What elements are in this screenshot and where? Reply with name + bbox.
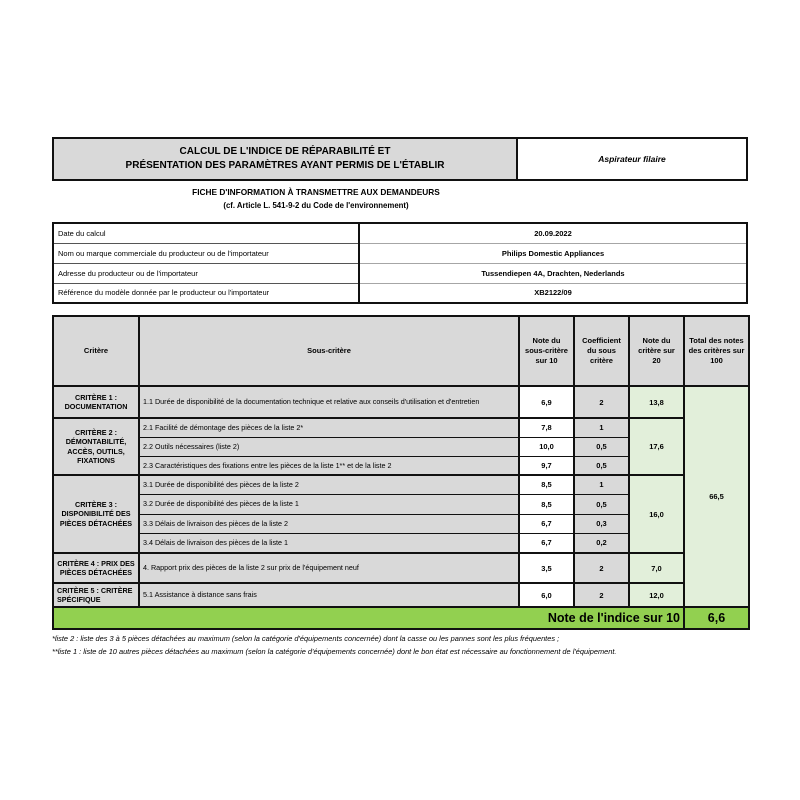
info-label-date: Date du calcul — [53, 223, 359, 243]
sub-1-1: 1.1 Durée de disponibilité de la documentation technique et relative aux conseils d'utilisation et d'entretien — [139, 386, 519, 418]
note20-critere-5: 12,0 — [629, 583, 684, 607]
coef-3-4: 0,2 — [574, 533, 629, 553]
sub-2-1: 2.1 Facilité de démontage des pièces de la liste 2* — [139, 418, 519, 437]
document-header — [52, 137, 748, 181]
sub-3-1: 3.1 Durée de disponibilité des pièces de la liste 2 — [139, 475, 519, 494]
info-value-model-reference: XB2122/09 — [359, 283, 747, 303]
note20-critere-3: 16,0 — [629, 475, 684, 553]
criteria-table — [52, 315, 750, 630]
info-value-address: Tussendiepen 4A, Drachten, Nederlands — [359, 263, 747, 283]
note20-critere-2: 17,6 — [629, 418, 684, 475]
coef-1-1: 2 — [574, 386, 629, 418]
row-3-1 — [53, 475, 749, 494]
coef-2-1: 1 — [574, 418, 629, 437]
coef-2-2: 0,5 — [574, 437, 629, 456]
note10-3-4: 6,7 — [519, 533, 574, 553]
note20-critere-4: 7,0 — [629, 553, 684, 583]
info-row-address — [53, 263, 747, 283]
coef-3-3: 0,3 — [574, 514, 629, 533]
note10-2-2: 10,0 — [519, 437, 574, 456]
coef-4: 2 — [574, 553, 629, 583]
footnotes — [52, 632, 752, 658]
sub-4: 4. Rapport prix des pièces de la liste 2 sur prix de l'équipement neuf — [139, 553, 519, 583]
coef-5-1: 2 — [574, 583, 629, 607]
criteria-header-row — [53, 316, 749, 386]
document-title-line1: CALCUL DE L'INDICE DE RÉPARABILITÉ ET — [179, 145, 391, 157]
critere-1-label: CRITÈRE 1 : DOCUMENTATION — [53, 386, 139, 418]
info-value-brand: Philips Domestic Appliances — [359, 243, 747, 263]
document-title-line2: PRÉSENTATION DES PARAMÈTRES AYANT PERMIS DE L'ÉTABLIR — [125, 160, 445, 171]
product-category: Aspirateur filaire — [518, 139, 746, 179]
info-label-address: Adresse du producteur ou de l'importateur — [53, 263, 359, 283]
info-row-model-reference — [53, 283, 747, 303]
note10-2-3: 9,7 — [519, 456, 574, 475]
sub-2-3: 2.3 Caractéristiques des fixations entre les pièces de la liste 1** et de la liste 2 — [139, 456, 519, 475]
col-header-total: Total des notes des critères sur 100 — [684, 316, 749, 386]
note10-5-1: 6,0 — [519, 583, 574, 607]
subtitle-line2: (cf. Article L. 541-9-2 du Code de l'environnement) — [223, 201, 409, 210]
info-label-model-reference: Référence du modèle donnée par le producteur ou l'importateur — [58, 288, 270, 298]
footnote-liste1: **liste 1 : liste de 10 autres pièces détachées au maximum (selon la catégorie d'équipements concernée) dont le bon état est nécessaire au fonctionnement de l'équipement. — [52, 647, 617, 656]
col-header-coefficient: Coefficient du sous critère — [574, 316, 629, 386]
info-row-brand — [53, 243, 747, 263]
sub-3-3: 3.3 Délais de livraison des pièces de la liste 2 — [139, 514, 519, 533]
info-row-date — [53, 223, 747, 243]
subtitle-line1: FICHE D'INFORMATION À TRANSMETTRE AUX DEMANDEURS — [192, 187, 440, 197]
note10-3-3: 6,7 — [519, 514, 574, 533]
coef-3-1: 1 — [574, 475, 629, 494]
document-title — [54, 139, 518, 179]
sub-3-2: 3.2 Durée de disponibilité des pièces de la liste 1 — [139, 494, 519, 514]
sub-2-2: 2.2 Outils nécessaires (liste 2) — [139, 437, 519, 456]
col-header-sous-critere: Sous-critère — [139, 316, 519, 386]
note10-3-1: 8,5 — [519, 475, 574, 494]
coef-2-3: 0,5 — [574, 456, 629, 475]
sub-3-4: 3.4 Délais de livraison des pièces de la liste 1 — [139, 533, 519, 553]
info-value-date: 20.09.2022 — [359, 223, 747, 243]
row-5-1 — [53, 583, 749, 607]
final-index-row — [53, 607, 749, 629]
critere-3-label: CRITÈRE 3 : DISPONIBILITÉ DES PIÈCES DÉTACHÉES — [53, 475, 139, 553]
critere-2-label: CRITÈRE 2 : DÉMONTABILITÉ, ACCÈS, OUTILS, FIXATIONS — [53, 418, 139, 475]
note10-4: 3,5 — [519, 553, 574, 583]
note10-2-1: 7,8 — [519, 418, 574, 437]
document-subtitle — [52, 186, 580, 212]
final-index-label: Note de l'indice sur 10 — [53, 607, 684, 629]
col-header-critere: Critère — [53, 316, 139, 386]
coef-3-2: 0,5 — [574, 494, 629, 514]
footnote-liste2: *liste 2 : liste des 3 à 5 pièces détachées au maximum (selon la catégorie d'équipements concernée) dont la casse ou les pannes sont les plus fréquentes ; — [52, 634, 560, 643]
col-header-note-sous-critere: Note du sous-critère sur 10 — [519, 316, 574, 386]
row-2-1 — [53, 418, 749, 437]
final-index-value: 6,6 — [684, 607, 749, 629]
producer-info-table — [52, 222, 748, 304]
total-notes-cell: 66,5 — [684, 386, 749, 607]
critere-5-label: CRITÈRE 5 : CRITÈRE SPÉCIFIQUE — [53, 583, 139, 607]
col-header-note-critere: Note du critère sur 20 — [629, 316, 684, 386]
info-label-brand: Nom ou marque commerciale du producteur ou de l'importateur — [53, 243, 359, 263]
note10-1-1: 6,9 — [519, 386, 574, 418]
note20-critere-1: 13,8 — [629, 386, 684, 418]
critere-4-label: CRITÈRE 4 : PRIX DES PIÈCES DÉTACHÉES — [53, 553, 139, 583]
note10-3-2: 8,5 — [519, 494, 574, 514]
row-4 — [53, 553, 749, 583]
sub-5-1: 5.1 Assistance à distance sans frais — [139, 583, 519, 607]
row-1-1 — [53, 386, 749, 418]
